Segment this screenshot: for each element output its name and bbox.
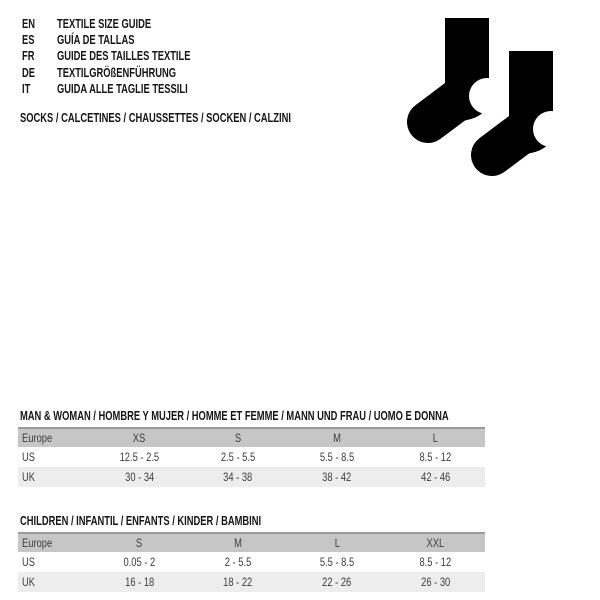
cell-text: UK	[22, 575, 36, 589]
product-category-heading: SOCKS / CALCETINES / CHAUSSETTES / SOCKEN / CALZINI	[20, 110, 291, 125]
header-text: L	[433, 431, 439, 445]
column-header-region	[18, 431, 90, 445]
column-header-region	[18, 536, 90, 550]
size-cell	[386, 555, 485, 569]
language-row	[22, 15, 242, 31]
column-header-size	[90, 431, 189, 445]
size-cell	[189, 470, 288, 484]
column-header-size	[386, 536, 485, 550]
row-label	[18, 575, 90, 589]
language-row	[22, 48, 242, 64]
size-cell	[288, 575, 387, 589]
cell-text: US	[22, 450, 36, 464]
language-title: GUIDA ALLE TAGLIE TESSILI	[57, 81, 188, 97]
size-cell	[90, 575, 189, 589]
cell-text: 5.5 - 8.5	[319, 555, 355, 569]
cell-text: 8.5 - 12	[419, 450, 452, 464]
table-title: CHILDREN / INFANTIL / ENFANTS / KINDER / BAMBINI	[20, 513, 262, 528]
cell-text: UK	[22, 470, 36, 484]
header-text: XS	[133, 431, 146, 445]
size-cell	[386, 450, 485, 464]
size-cell	[90, 450, 189, 464]
cell-text: 2 - 5.5	[224, 555, 252, 569]
column-header-size	[288, 536, 387, 550]
row-label	[18, 470, 90, 484]
cell-text: 12.5 - 2.5	[119, 450, 160, 464]
size-cell	[189, 450, 288, 464]
cell-text: 8.5 - 12	[419, 555, 452, 569]
language-title: GUÍA DE TALLAS	[57, 32, 135, 48]
cell-text: 38 - 42	[322, 470, 352, 484]
header-text: S	[136, 536, 143, 550]
header-text: S	[234, 431, 242, 445]
size-cell	[189, 555, 288, 569]
table-row-uk	[18, 572, 485, 592]
cell-text: 18 - 22	[223, 575, 253, 589]
socks-icon	[405, 15, 570, 181]
sock-heel-cutout	[469, 78, 505, 114]
cell-text: 22 - 26	[322, 575, 352, 589]
column-header-size	[90, 536, 189, 550]
size-cell	[386, 470, 485, 484]
language-code: FR	[22, 48, 35, 64]
cell-text: 0.05 - 2	[123, 555, 156, 569]
size-cell	[90, 470, 189, 484]
size-grid	[18, 532, 485, 592]
column-header-size	[189, 536, 288, 550]
row-label	[18, 555, 90, 569]
column-header-size	[386, 431, 485, 445]
cell-text: 30 - 34	[124, 470, 154, 484]
sock-back	[407, 18, 505, 143]
language-row	[22, 81, 242, 97]
size-grid	[18, 427, 485, 487]
table-header-row	[18, 532, 485, 552]
cell-text: 5.5 - 8.5	[319, 450, 355, 464]
size-cell	[386, 575, 485, 589]
size-cell	[288, 470, 387, 484]
size-cell	[288, 450, 387, 464]
cell-text: US	[22, 555, 36, 569]
table-row-us	[18, 447, 485, 467]
children-size-table	[18, 514, 485, 592]
header-text: M	[332, 431, 341, 445]
header-text: Europe	[22, 431, 53, 445]
cell-text: 16 - 18	[124, 575, 154, 589]
table-header-row	[18, 427, 485, 447]
cell-text: 2.5 - 5.5	[220, 450, 256, 464]
row-label	[18, 450, 90, 464]
size-cell	[288, 555, 387, 569]
language-row	[22, 64, 242, 80]
language-title: GUIDE DES TAILLES TEXTILE	[57, 48, 191, 64]
cell-text: 26 - 30	[421, 575, 451, 589]
language-list	[22, 15, 242, 97]
header-text: L	[334, 536, 340, 550]
cell-text: 42 - 46	[421, 470, 451, 484]
language-code: EN	[22, 15, 36, 31]
language-row	[22, 31, 242, 47]
size-cell	[90, 555, 189, 569]
size-cell	[189, 575, 288, 589]
header-text: Europe	[22, 536, 53, 550]
language-title: TEXTILE SIZE GUIDE	[57, 15, 152, 31]
header-text: M	[234, 536, 243, 550]
cell-text: 34 - 38	[223, 470, 253, 484]
sock-heel-cutout	[533, 111, 569, 147]
language-code: IT	[22, 81, 31, 97]
table-row-uk	[18, 467, 485, 487]
table-title: MAN & WOMAN / HOMBRE Y MUJER / HOMME ET FEMME / MANN UND FRAU / UOMO E DONNA	[20, 408, 449, 423]
header-text: XXL	[426, 536, 445, 550]
table-row-us	[18, 552, 485, 572]
language-code: ES	[22, 32, 35, 48]
language-title: TEXTILGRÖßENFÜHRUNG	[57, 64, 177, 80]
language-code: DE	[22, 64, 36, 80]
column-header-size	[288, 431, 387, 445]
column-header-size	[189, 431, 288, 445]
men-women-size-table	[18, 409, 485, 487]
